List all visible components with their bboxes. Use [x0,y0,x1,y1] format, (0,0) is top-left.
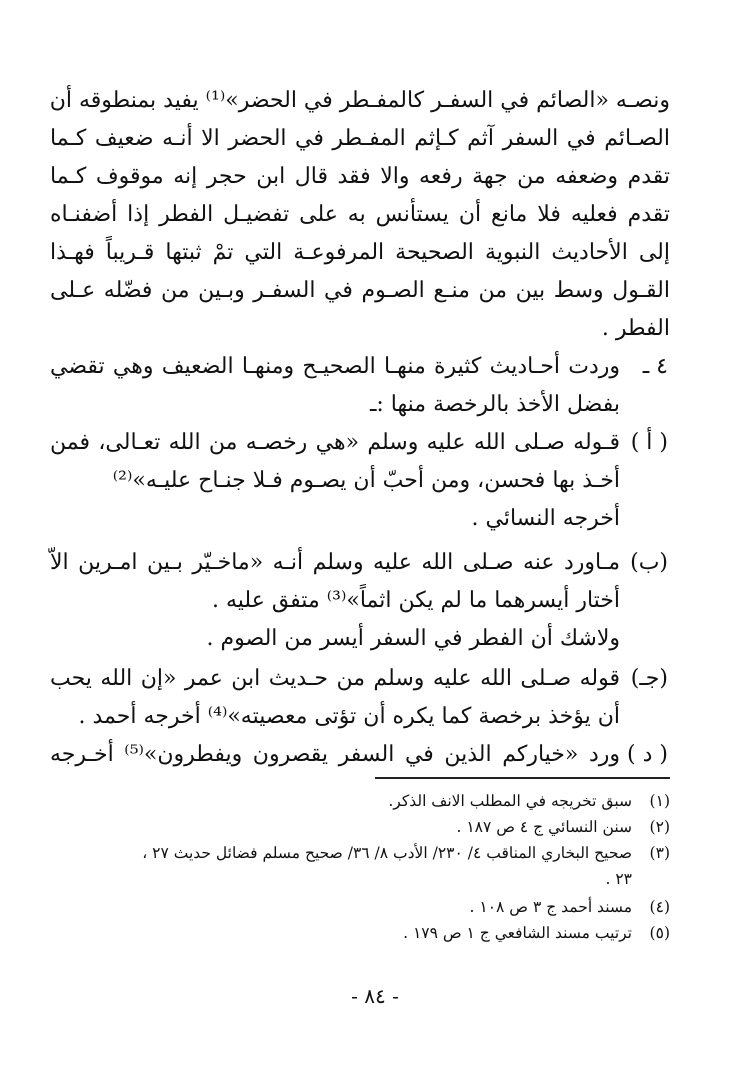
footnote-text: صحيح البخاري المناقب ٤/ ٢٣٠/ الأدب ٨/ ٣٦/ صحيح مسلم فضائل حديث ٢٧ ، [142,844,632,862]
footnote-divider [375,777,670,779]
footnote [50,842,670,864]
footnote-number: (٥) [649,924,670,942]
sub-item-line: أخـذ بها فحسن، ومن أحبّ أن يصـوم فـلا جنـاح عليـه»⁽²⁾ [112,468,620,493]
sub-item-marker: ( أ ) [630,430,668,455]
paragraph-line: الفطر . [601,316,670,341]
sub-item-marker: (ب) [630,550,668,575]
sub-item-line: قـوله صـلى الله عليه وسلم «هي رخصـه من الله تعـالى، فمن [50,430,620,455]
footnote [50,816,670,838]
paragraph-line: تقدم وضعفه من جهة رفعه والا فقد قال ابن حجر إنه موقوف كـما [50,164,670,189]
paragraph-line: القـول وسط بين من منـع الصـوم في السفـر وبـين من فضّله عـلى [50,278,670,303]
footnote [50,790,670,812]
sub-item-marker: ( د ) [627,742,668,767]
list-marker: ٤ ـ [642,354,668,379]
footnote-text: مسند أحمد ج ٣ ص ١٠٨ . [469,898,632,916]
list-item-line: بفضل الأخذ بالرخصة منها :ـ [369,392,620,417]
paragraph-line: ونصـه «الصائم في السفـر كالمفـطر في الحضر»⁽¹⁾ يفيد بمنطوقه أن [49,88,670,113]
footnote-text: سبق تخريجه في المطلب الانف الذكر. [388,792,632,810]
footnote-number: (٣) [649,844,670,862]
footnote-number: (١) [649,792,670,810]
paragraph-line: الصـائم في السفر آثم كـإثم المفـطر في الحضر الا أنـه ضعيف كـما [50,126,670,151]
footnote [50,922,670,944]
sub-item-line: أخرجه النسائي . [471,506,620,531]
paragraph-line: تقدم فعليه فلا مانع أن يستأنس به على تفضيـل الفطر إذا أضفنـاه [50,202,671,227]
sub-item-line: ولاشك أن الفطر في السفر أيسر من الصوم . [206,626,620,651]
sub-item-line: أختار أيسرهما ما لم يكن اثماً»⁽³⁾ متفق عليه . [212,588,620,613]
page-number: - ٨٤ - [351,984,399,1008]
footnote-text: سنن النسائي ج ٤ ص ١٨٧ . [456,818,632,836]
footnote-text: ترتيب مسند الشافعي ج ١ ص ١٧٩ . [403,924,632,942]
sub-item-line: ورد «خياركم الذين في السفر يقصرون ويفطرون»⁽⁵⁾ أخـرجه [50,742,620,767]
footnote-continuation: ٢٣ . [605,870,632,888]
sub-item-line: أن يؤخذ برخصة كما يكره أن تؤتى معصيته»⁽⁴⁾ أخرجه أحمد . [78,704,620,729]
sub-item-line: مـاورد عنه صـلى الله عليه وسلم أنـه «ماخـيّر بـين امـرين الاّ [50,550,620,575]
sub-item-line: قوله صـلى الله عليه وسلم من حـديث ابن عمر «إن الله يحب [50,666,620,691]
list-item-line: وردت أحـاديث كثيرة منهـا الصحيـح ومنهـا الضعيف وهي تقضي [50,354,620,379]
footnote-number: (٤) [649,898,670,916]
sub-item-marker: (جـ) [630,666,668,691]
footnote-number: (٢) [649,818,670,836]
footnote [50,896,670,918]
paragraph-line: إلى الأحاديث النبوية الصحيحة المرفوعـة التي تمْ ثبتها قـريباً فهـذا [50,240,670,265]
